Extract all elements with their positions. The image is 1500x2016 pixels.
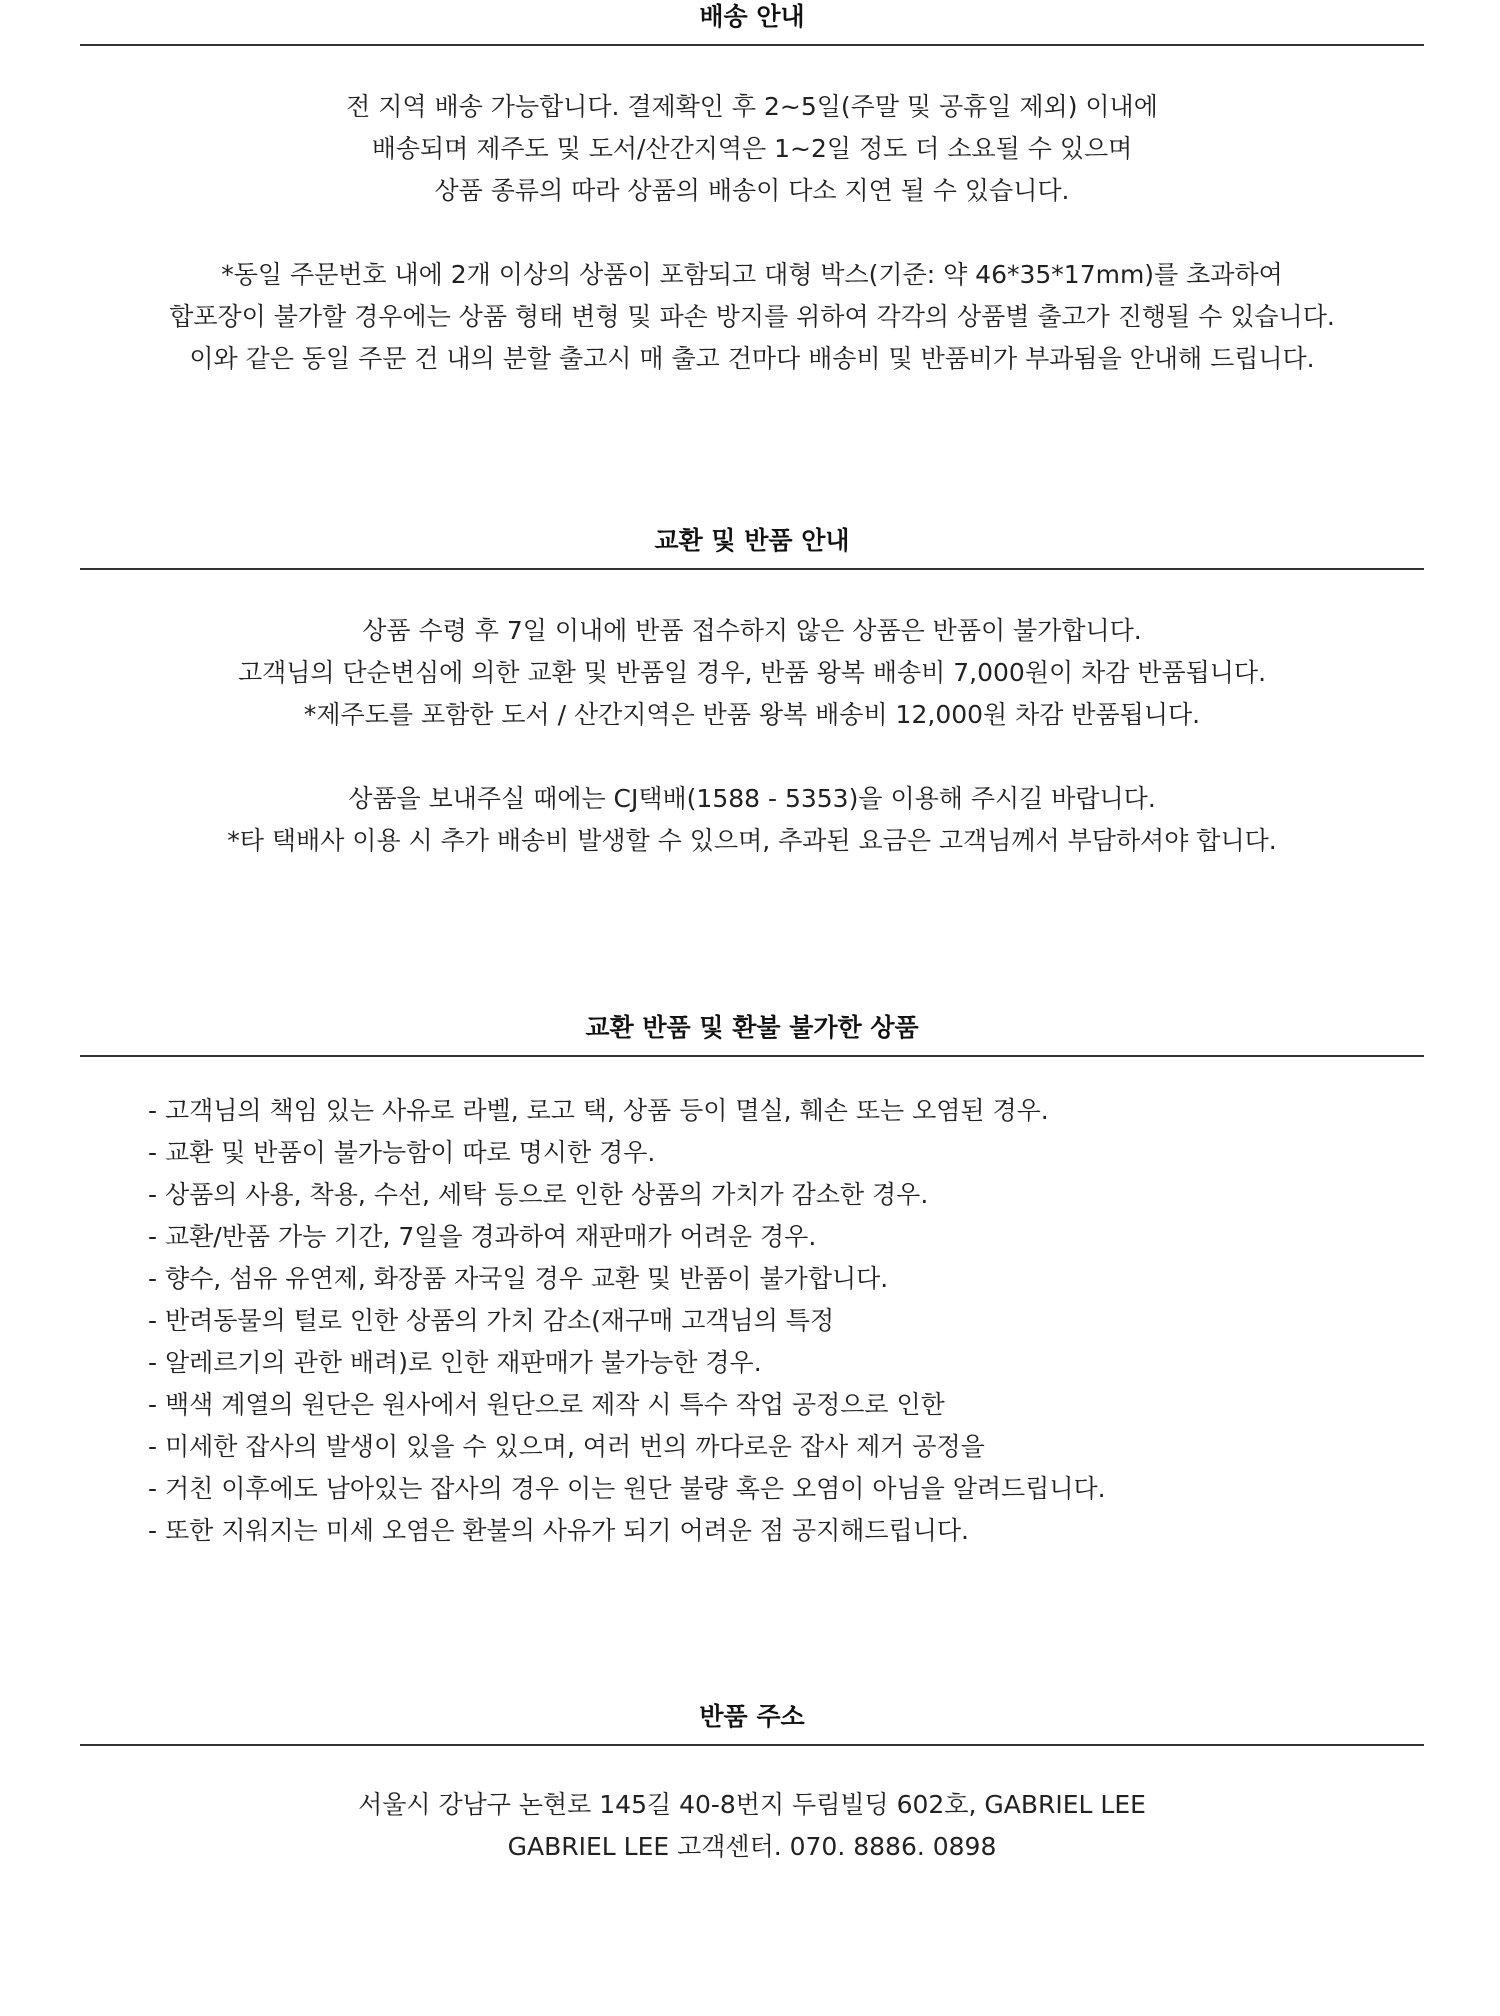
exchange-courier-line: 상품을 보내주실 때에는 CJ택배(1588 - 5353)을 이용해 주시길 바랍니다. [348,784,1156,813]
list-item: - 백색 계열의 원단은 원사에서 원단으로 제작 시 특수 작업 공정으로 인한 [148,1390,945,1419]
list-item: - 교환 및 반품이 불가능함이 따로 명시한 경우. [148,1138,656,1167]
shipping-text-line: 상품 종류의 따라 상품의 배송이 다소 지연 될 수 있습니다. [434,176,1070,205]
shipping-divider [80,44,1424,46]
return-address-section [80,1700,1424,1868]
list-item: - 알레르기의 관한 배려)로 인한 재판매가 불가능한 경우. [148,1348,762,1377]
shipping-note-line: *동일 주문번호 내에 2개 이상의 상품이 포함되고 대형 박스(기준: 약 46*35*17mm)를 초과하여 [221,260,1283,289]
shipping-note-line: 이와 같은 동일 주문 건 내의 분할 출고시 매 출고 건마다 배송비 및 반품비가 부과됨을 안내해 드립니다. [189,344,1315,373]
paragraph-gap [80,212,1424,254]
exchange-text-line: 상품 수령 후 7일 이내에 반품 접수하지 않은 상품은 반품이 불가합니다. [362,616,1142,645]
exchange-section [80,524,1424,862]
shipping-body [80,86,1424,380]
exchange-courier-line: *타 택배사 이용 시 추가 배송비 발생할 수 있으며, 추과된 요금은 고객님께서 부담하셔야 합니다. [227,826,1277,855]
exchange-text-line: *제주도를 포함한 도서 / 산간지역은 반품 왕복 배송비 12,000원 차감 반품됩니다. [303,700,1201,729]
shipping-section [80,0,1424,380]
exchange-title: 교환 및 반품 안내 [654,526,850,555]
shipping-title: 배송 안내 [699,2,805,31]
return-address-divider [80,1744,1424,1746]
return-address-line: 서울시 강남구 논현로 145길 40-8번지 두림빌딩 602호, GABRIEL LEE [358,1790,1146,1819]
non-returnable-divider [80,1055,1424,1057]
shipping-note-line: 합포장이 불가할 경우에는 상품 형태 변형 및 파손 방지를 위하여 각각의 상품별 출고가 진행될 수 있습니다. [169,302,1335,331]
list-item: - 교환/반품 가능 기간, 7일을 경과하여 재판매가 어려운 경우. [148,1222,817,1251]
shipping-text-line: 배송되며 제주도 및 도서/산간지역은 1~2일 정도 더 소요될 수 있으며 [371,134,1133,163]
return-address-body [80,1784,1424,1868]
list-item: - 향수, 섬유 유연제, 화장품 자국일 경우 교환 및 반품이 불가합니다. [148,1264,889,1293]
non-returnable-title: 교환 반품 및 환불 불가한 상품 [585,1013,919,1042]
list-item: - 고객님의 책임 있는 사유로 라벨, 로고 택, 상품 등이 멸실, 훼손 또는 오염된 경우. [148,1096,1049,1125]
exchange-body [80,610,1424,862]
return-address-title: 반품 주소 [699,1702,805,1731]
non-returnable-list [80,1090,1424,1552]
list-item: - 반려동물의 털로 인한 상품의 가치 감소(재구매 고객님의 특정 [148,1306,835,1335]
customer-center-line: GABRIEL LEE 고객센터. 070. 8886. 0898 [507,1832,997,1861]
non-returnable-section [80,1011,1424,1552]
list-item: - 미세한 잡사의 발생이 있을 수 있으며, 여러 번의 까다로운 잡사 제거 공정을 [148,1432,985,1461]
exchange-divider [80,568,1424,570]
paragraph-gap [80,736,1424,778]
list-item: - 또한 지워지는 미세 오염은 환불의 사유가 되기 어려운 점 공지해드립니다. [148,1516,969,1545]
exchange-text-line: 고객님의 단순변심에 의한 교환 및 반품일 경우, 반품 왕복 배송비 7,000원이 차감 반품됩니다. [237,658,1267,687]
list-item: - 상품의 사용, 착용, 수선, 세탁 등으로 인한 상품의 가치가 감소한 경우. [148,1180,929,1209]
shipping-text-line: 전 지역 배송 가능합니다. 결제확인 후 2~5일(주말 및 공휴일 제외) 이내에 [346,92,1158,121]
list-item: - 거친 이후에도 남아있는 잡사의 경우 이는 원단 불량 혹은 오염이 아님을 알려드립니다. [148,1474,1106,1503]
